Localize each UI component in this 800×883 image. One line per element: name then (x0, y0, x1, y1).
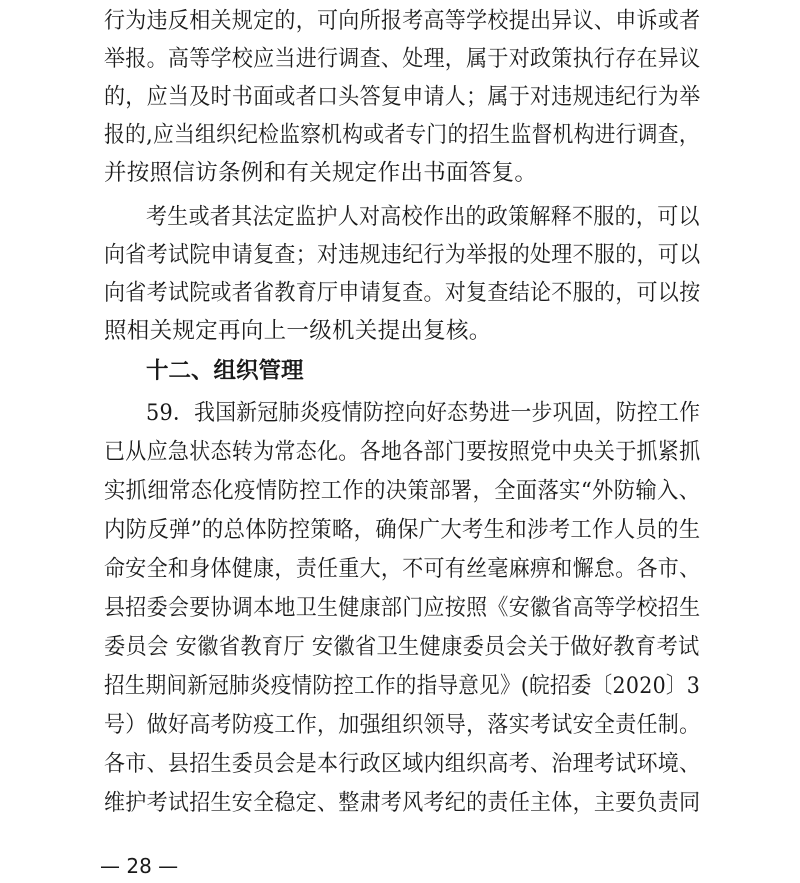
paragraph-3-line: 各市、县招生委员会是本行政区域内组织高考、治理考试环境、 (104, 751, 701, 777)
paragraph-3-line: 县招委会要协调本地卫生健康部门应按照《安徽省高等学校招生 (104, 595, 701, 621)
paragraph-2-line: 照相关规定再向上一级机关提出复核。 (104, 318, 492, 344)
paragraph-3-line: 内防反弹”的总体防控策略，确保广大考生和涉考工作人员的生 (104, 517, 701, 543)
paragraph-2-line: 考生或者其法定监护人对高校作出的政策解释不服的，可以 (146, 204, 700, 230)
paragraph-3-line: 维护考试招生安全稳定、整肃考风考纪的责任主体，主要负责同 (104, 790, 701, 816)
paragraph-1-line: 行为违反相关规定的，可向所报考高等学校提出异议、申诉或者 (104, 8, 701, 34)
paragraph-3-line: 招生期间新冠肺炎疫情防控工作的指导意见》(皖招委〔2020〕3 (104, 673, 701, 699)
paragraph-3-line: 号）做好高考防疫工作，加强组织领导，落实考试安全责任制。 (104, 712, 701, 738)
paragraph-3-line: 已从应急状态转为常态化。各地各部门要按照党中央关于抓紧抓 (104, 439, 701, 465)
paragraph-3-line: 委员会 安徽省教育厅 安徽省卫生健康委员会关于做好教育考试 (104, 634, 700, 660)
paragraph-3-line: 命安全和身体健康，责任重大，不可有丝毫麻痹和懈怠。各市、 (104, 556, 701, 582)
paragraph-1-line: 举报。高等学校应当进行调查、处理，属于对政策执行存在异议 (104, 46, 701, 72)
paragraph-1-line: 的，应当及时书面或者口头答复申请人；属于对违规违纪行为举 (104, 84, 701, 110)
paragraph-1-line: 并按照信访条例和有关规定作出书面答复。 (104, 160, 538, 186)
paragraph-1-line: 报的,应当组织纪检监察机构或者专门的招生监督机构进行调查， (104, 122, 700, 148)
section-heading: 十二、组织管理 (146, 358, 304, 384)
paragraph-2-line: 向省考试院申请复查；对违规违纪行为举报的处理不服的，可以 (104, 242, 701, 268)
paragraph-3-line: 实抓细常态化疫情防控工作的决策部署，全面落实“外防输入、 (104, 478, 701, 504)
paragraph-2-line: 向省考试院或者省教育厅申请复查。对复查结论不服的，可以按 (104, 280, 701, 306)
page-number: — 28 — (100, 854, 179, 878)
paragraph-3-line: 59．我国新冠肺炎疫情防控向好态势进一步巩固，防控工作 (146, 400, 701, 426)
